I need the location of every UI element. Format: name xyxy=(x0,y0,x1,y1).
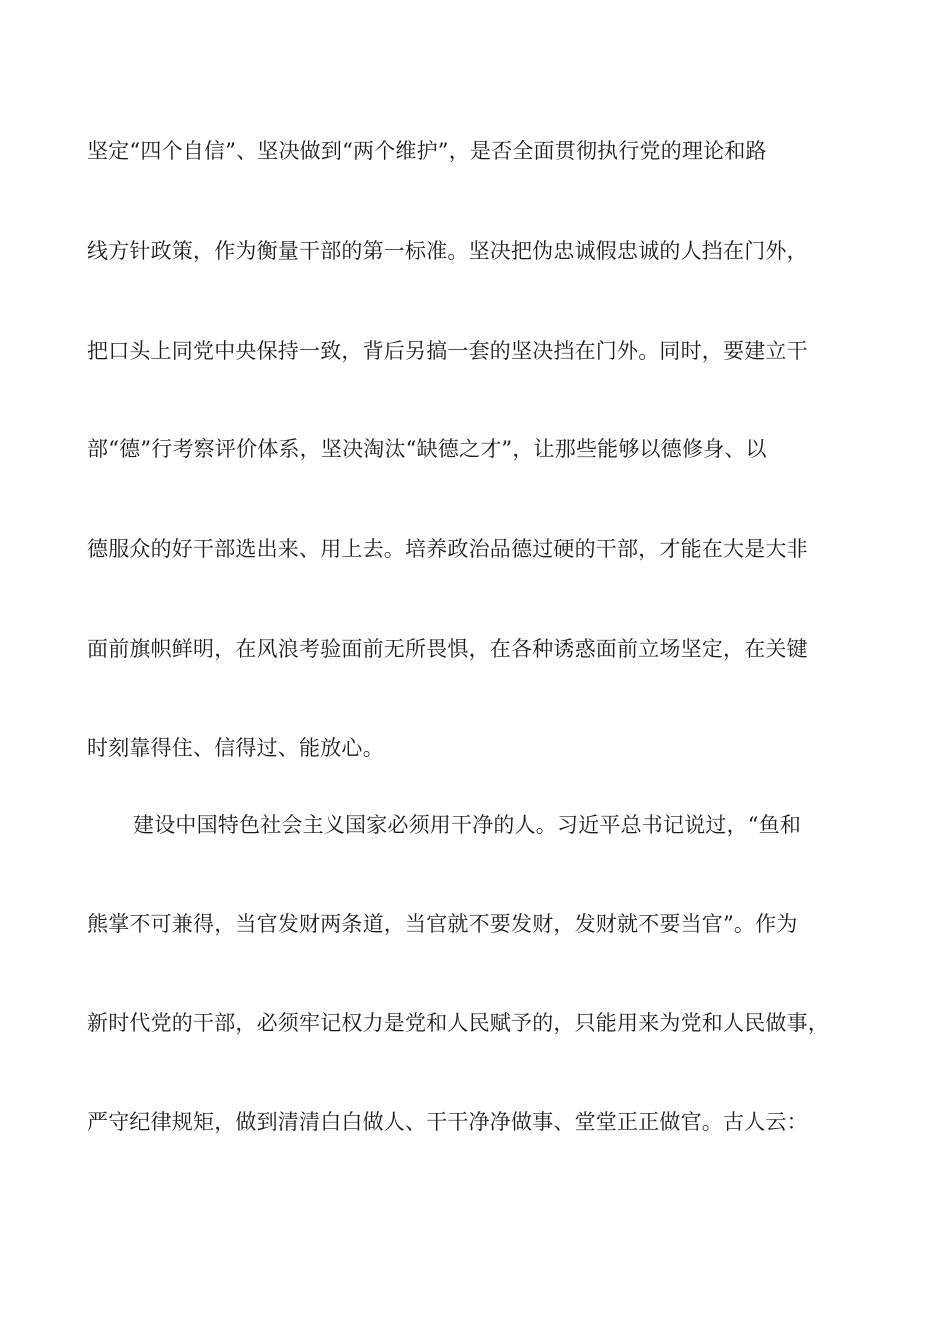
paragraph-line: 面前旗帜鲜明，在风浪考验面前无所畏惧，在各种诱惑面前立场坚定，在关键 xyxy=(87,637,808,661)
paragraph-line: 熊掌不可兼得，当官发财两条道，当官就不要发财，发财就不要当官”。作为 xyxy=(87,912,798,936)
paragraph-line: 严守纪律规矩，做到清清白白做人、干干净净做事、堂堂正正做官。古人云： xyxy=(87,1110,808,1134)
paragraph-line-indented: 建设中国特色社会主义国家必须用干净的人。习近平总书记说过，“鱼和 xyxy=(133,813,802,837)
paragraph-line: 德服众的好干部选出来、用上去。培养政治品德过硬的干部，才能在大是大非 xyxy=(87,537,808,561)
paragraph-line: 部“德”行考察评价体系，坚决淘汰“缺德之才”，让那些能够以德修身、以 xyxy=(87,437,767,461)
paragraph-line: 时刻靠得住、信得过、能放心。 xyxy=(87,736,384,760)
paragraph-line: 线方针政策，作为衡量干部的第一标准。坚决把伪忠诚假忠诚的人挡在门外， xyxy=(87,239,808,263)
paragraph-line: 新时代党的干部，必须牢记权力是党和人民赋予的，只能用来为党和人民做事， xyxy=(87,1011,829,1035)
paragraph-line: 坚定“四个自信”、坚决做到“两个维护”，是否全面贯彻执行党的理论和路 xyxy=(87,139,767,163)
paragraph-line: 把口头上同党中央保持一致，背后另搞一套的坚决挡在门外。同时，要建立干 xyxy=(87,339,808,363)
